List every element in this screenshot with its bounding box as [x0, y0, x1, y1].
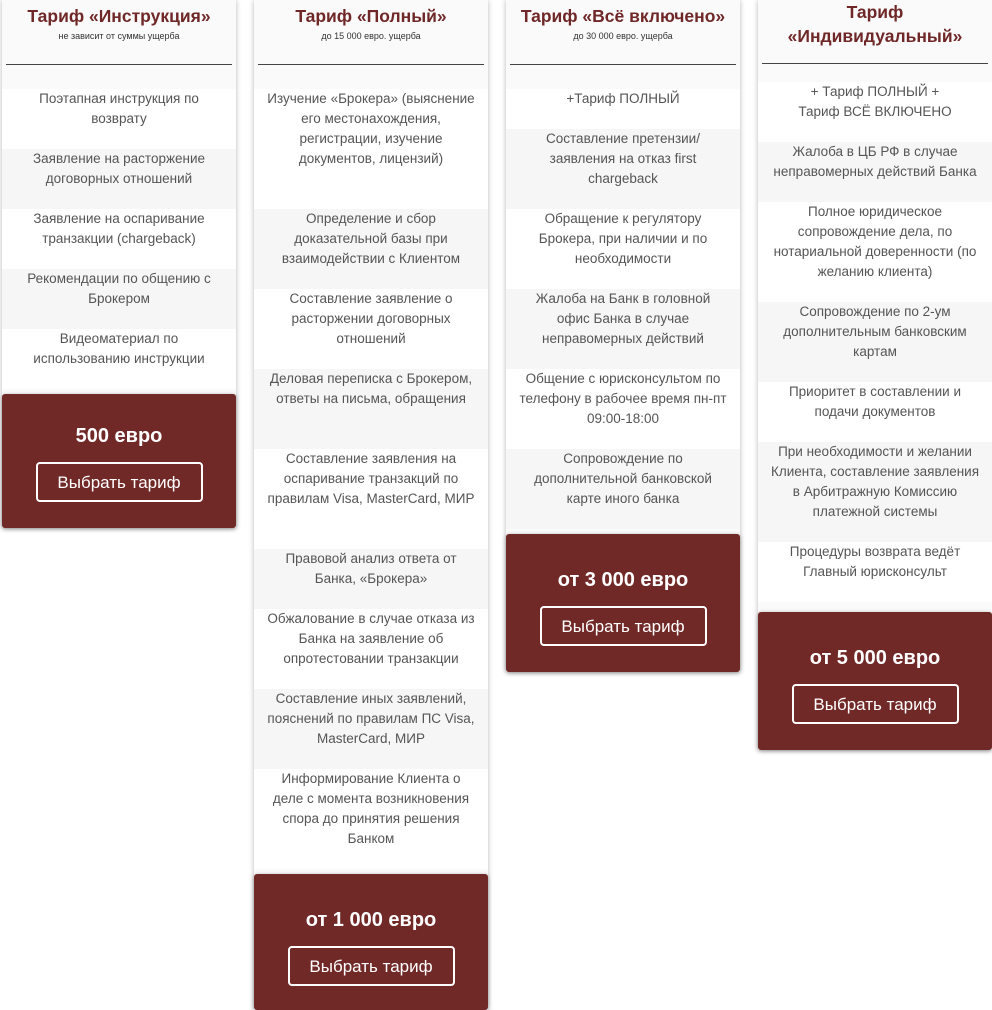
tariff-footer	[254, 874, 488, 1010]
feature-list	[758, 64, 992, 602]
feature-item: Составление заявление о расторжении договорных отношений	[254, 289, 488, 369]
tariff-subtitle: до 30 000 евро. ущерба	[573, 31, 673, 41]
feature-item: Составление претензии/ заявления на отказ first chargeback	[506, 129, 740, 209]
tariff-title: Тариф «Инструкция»	[27, 6, 211, 26]
feature-item: При необходимости и желании Клиента, составление заявления в Арбитражную Комиссию платежной системы	[758, 442, 992, 542]
feature-item: Общение с юрисконсультом по телефону в рабочее время пн-пт 09:00-18:00	[506, 369, 740, 449]
tariff-card-individual	[758, 0, 992, 750]
tariff-footer	[506, 534, 740, 672]
feature-item: Полное юридическое сопровождение дела, по нотариальной доверенности (по желанию клиента)	[758, 202, 992, 302]
tariff-card-instruction	[2, 0, 236, 528]
tariff-price: от 3 000 евро	[557, 569, 689, 591]
feature-item: Информирование Клиента о деле с момента возникновения спора до принятия решения Банком	[254, 769, 488, 869]
tariff-price: от 1 000 евро	[305, 909, 437, 931]
tariff-title: Тариф «Полный»	[295, 6, 447, 26]
tariff-price: 500 евро	[75, 425, 163, 447]
feature-list	[2, 65, 236, 389]
feature-item: + Тариф ПОЛНЫЙ + Тариф ВСЁ ВКЛЮЧЕНО	[758, 82, 992, 142]
feature-item: Правовой анализ ответа от Банка, «Брокера»	[254, 549, 488, 609]
tariff-footer	[2, 394, 236, 528]
tariff-subtitle: не зависит от суммы ущерба	[58, 31, 180, 41]
feature-item: +Тариф ПОЛНЫЙ	[506, 89, 740, 129]
tariff-card-full	[254, 0, 488, 1010]
feature-item: Составление иных заявлений, пояснений по правилам ПС Visa, MasterCard, МИР	[254, 689, 488, 769]
tariff-footer	[758, 612, 992, 750]
feature-item: Обжалование в случае отказа из Банка на заявление об опротестовании транзакции	[254, 609, 488, 689]
choose-tariff-button[interactable]: Выбрать тариф	[36, 462, 203, 502]
feature-item: Определение и сбор доказательной базы при взаимодействии с Клиентом	[254, 209, 488, 289]
feature-item: Заявление на оспаривание транзакции (chargeback)	[2, 209, 236, 269]
choose-tariff-button[interactable]: Выбрать тариф	[792, 684, 959, 724]
feature-item: Процедуры возврата ведёт Главный юрисконсульт	[758, 542, 992, 602]
feature-list	[506, 65, 740, 529]
feature-item: Поэтапная инструкция по возврату	[2, 89, 236, 149]
tariff-title: Тариф «Индивидуальный»	[787, 2, 963, 46]
feature-item: Видеоматериал по использованию инструкции	[2, 329, 236, 389]
choose-tariff-button[interactable]: Выбрать тариф	[288, 946, 455, 986]
feature-item: Сопровождение по 2-ум дополнительным банковским картам	[758, 302, 992, 382]
feature-item: Изучение «Брокера» (выяснение его местонахождения, регистрации, изучение документов, лицензий)	[254, 89, 488, 209]
tariff-price: от 5 000 евро	[809, 647, 941, 669]
choose-tariff-button[interactable]: Выбрать тариф	[540, 606, 707, 646]
feature-item: Рекомендации по общению с Брокером	[2, 269, 236, 329]
feature-item: Деловая переписка с Брокером, ответы на письма, обращения	[254, 369, 488, 449]
tariff-subtitle: до 15 000 евро. ущерба	[321, 31, 421, 41]
feature-item: Приоритет в составлении и подачи документов	[758, 382, 992, 442]
feature-list	[254, 65, 488, 869]
feature-item: Жалоба на Банк в головной офис Банка в случае неправомерных действий	[506, 289, 740, 369]
tariff-title: Тариф «Всё включено»	[520, 6, 726, 26]
feature-item: Заявление на расторжение договорных отношений	[2, 149, 236, 209]
tariff-card-all-inclusive	[506, 0, 740, 672]
feature-item: Составление заявления на оспаривание транзакций по правилам Visa, MasterCard, МИР	[254, 449, 488, 549]
feature-item: Сопровождение по дополнительной банковской карте иного банка	[506, 449, 740, 529]
feature-item: Жалоба в ЦБ РФ в случае неправомерных действий Банка	[758, 142, 992, 202]
feature-item: Обращение к регулятору Брокера, при наличии и по необходимости	[506, 209, 740, 289]
